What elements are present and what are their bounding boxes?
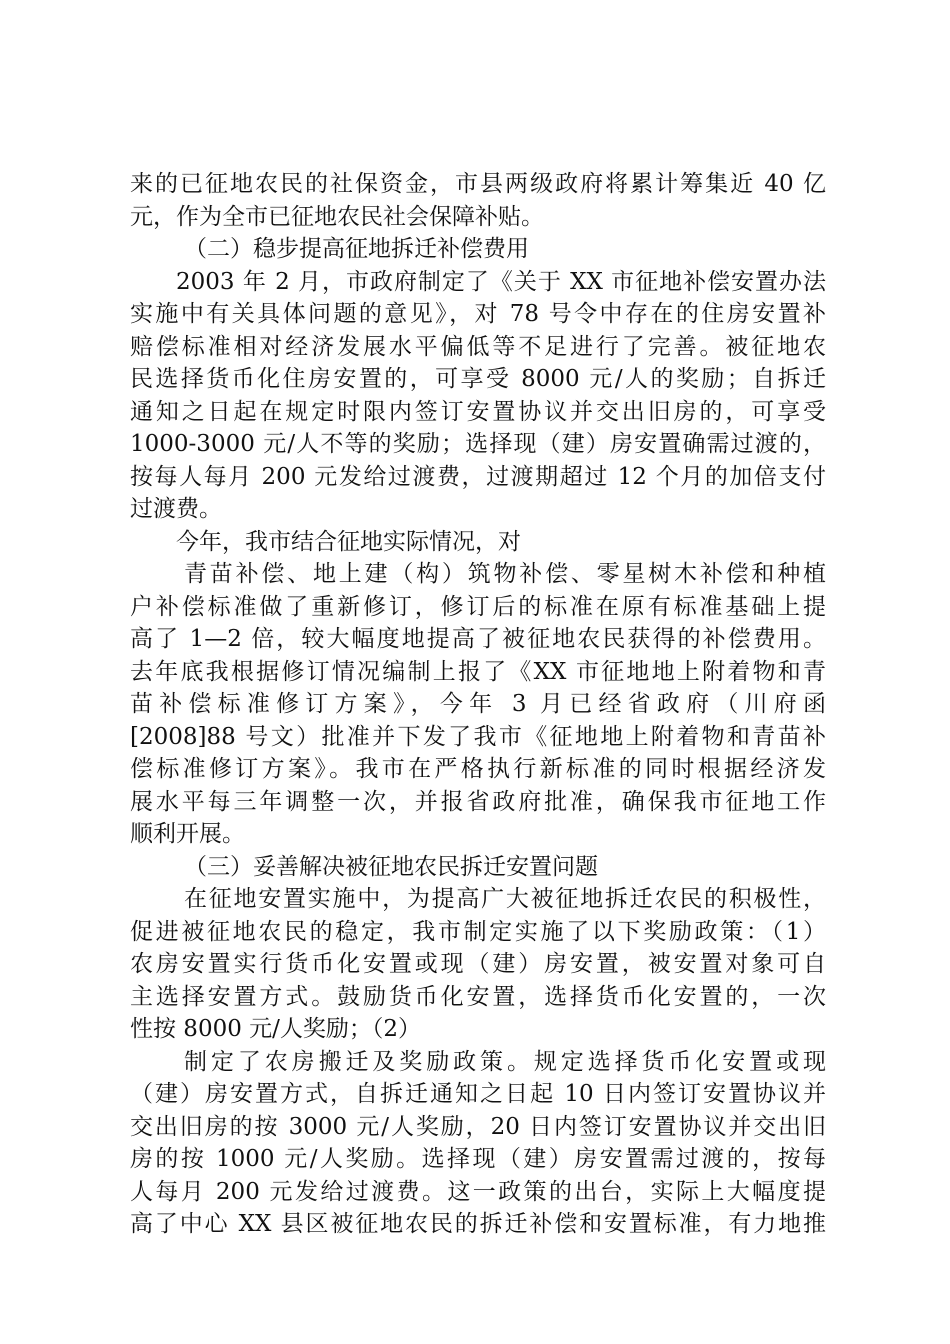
text-line: 来的已征地农民的社保资金，市县两级政府将累计筹集近 40 亿 [130, 171, 826, 197]
text-line: （建）房安置方式，自拆迁通知之日起 10 日内签订安置协议并 [130, 1081, 826, 1107]
text-line: 今年，我市结合征地实际情况，对 [176, 528, 521, 555]
text-line: 民选择货币化住房安置的，可享受 8000 元/人的奖励；自拆迁 [130, 366, 826, 392]
text-line: 主选择安置方式。鼓励货币化安置，选择货币化安置的，一次 [130, 983, 826, 1010]
text-line: [2008]88 号文）批准并下发了我市《征地地上附着物和青苗补 [130, 723, 826, 750]
text-line: 过渡费。 [130, 496, 222, 522]
text-line: 2003 年 2 月，市政府制定了《关于 XX 市征地补偿安置办法 [176, 268, 826, 295]
text-line: 去年底我根据修订情况编制上报了《XX 市征地地上附着物和青 [130, 658, 826, 685]
text-line: 偿标准修订方案》。我市在严格执行新标准的同时根据经济发 [130, 756, 826, 782]
text-line: 赔偿标准相对经济发展水平偏低等不足进行了完善。被征地农 [130, 333, 826, 360]
text-line: 促进被征地农民的稳定，我市制定实施了以下奖励政策：（1） [130, 918, 826, 945]
text-line: 顺利开展。 [130, 821, 245, 847]
text-line: 实施中有关具体问题的意见》，对 78 号令中存在的住房安置补 [130, 301, 826, 327]
text-line: 农房安置实行货币化安置或现（建）房安置，被安置对象可自 [130, 951, 826, 977]
text-line: 在征地安置实施中，为提高广大被征地拆迁农民的积极性， [184, 886, 826, 912]
text-line: 通知之日起在规定时限内签订安置协议并交出旧房的，可享受 [130, 398, 826, 425]
text-line: （二）稳步提高征地拆迁补偿费用 [184, 236, 529, 262]
text-line: 高了中心 XX 县区被征地农民的拆迁补偿和安置标准，有力地推 [130, 1211, 826, 1237]
text-line: 展水平每三年调整一次，并报省政府批准，确保我市征地工作 [130, 788, 826, 815]
text-line: 人每月 200 元发给过渡费。这一政策的出台，实际上大幅度提 [130, 1178, 826, 1205]
text-line: 房的按 1000 元/人奖励。选择现（建）房安置需过渡的，按每 [130, 1146, 826, 1172]
text-line: 元，作为全市已征地农民社会保障补贴。 [130, 203, 544, 230]
document-body [130, 168, 826, 1241]
text-line: 青苗补偿、地上建（构）筑物补偿、零星树木补偿和种植 [184, 561, 826, 587]
text-line: （三）妥善解决被征地农民拆迁安置问题 [184, 853, 598, 880]
text-line: 性按 8000 元/人奖励；（2） [130, 1016, 422, 1042]
text-line: 高了 1—2 倍，较大幅度地提高了被征地农民获得的补偿费用。 [130, 626, 826, 652]
text-line: 制定了农房搬迁及奖励政策。规定选择货币化安置或现 [184, 1048, 826, 1075]
text-line: 户补偿标准做了重新修订，修订后的标准在原有标准基础上提 [130, 593, 826, 620]
text-line: 苗补偿标准修订方案》，今年 3 月已经省政府（川府函 [130, 691, 826, 717]
text-line: 按每人每月 200 元发给过渡费，过渡期超过 12 个月的加倍支付 [130, 463, 826, 490]
text-line: 1000-3000 元/人不等的奖励；选择现（建）房安置确需过渡的， [130, 431, 826, 457]
text-line: 交出旧房的按 3000 元/人奖励，20 日内签订安置协议并交出旧 [130, 1113, 826, 1140]
